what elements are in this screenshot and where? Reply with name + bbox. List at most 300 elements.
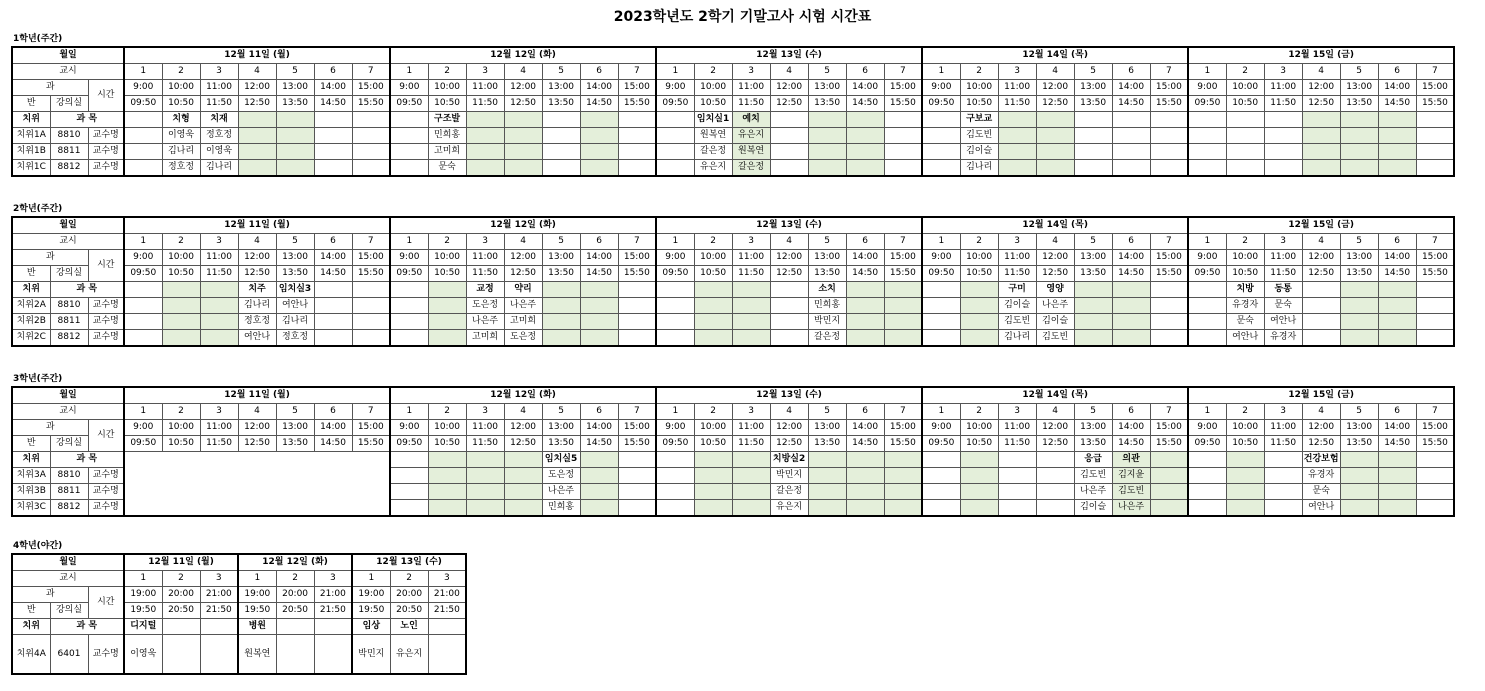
instructor-cell — [124, 298, 162, 314]
start-time: 12:00 — [1302, 420, 1340, 436]
instructor-cell: 유은지 — [390, 635, 428, 675]
period-label: 교시 — [12, 234, 124, 250]
subject-cell: 디지털 — [124, 619, 162, 635]
start-time: 15:00 — [1416, 250, 1454, 266]
period-number: 5 — [542, 404, 580, 420]
instructor-cell: 이영욱 — [124, 635, 162, 675]
subject-cell — [1150, 282, 1188, 298]
class-room: 8812 — [50, 330, 88, 347]
instructor-cell — [656, 128, 694, 144]
period-number: 2 — [694, 64, 732, 80]
end-time: 15:50 — [884, 96, 922, 112]
instructor-cell — [846, 330, 884, 347]
end-time: 15:50 — [1416, 266, 1454, 282]
instructor-cell — [162, 330, 200, 347]
period-number: 2 — [162, 571, 200, 587]
subject-cell — [504, 112, 542, 128]
subject-cell — [922, 452, 960, 468]
end-time: 10:50 — [960, 96, 998, 112]
start-time: 11:00 — [998, 420, 1036, 436]
instructor-cell — [694, 468, 732, 484]
subject-row — [12, 282, 1454, 298]
instructor-cell — [390, 314, 428, 330]
period-number: 2 — [162, 404, 200, 420]
start-time: 12:00 — [1302, 80, 1340, 96]
instructor-cell: 나은주 — [1112, 500, 1150, 517]
period-number: 4 — [504, 234, 542, 250]
subject-cell — [1036, 452, 1074, 468]
day-header: 12월 11일 (월) — [124, 387, 390, 404]
instructor-cell — [1150, 484, 1188, 500]
instructor-cell — [238, 144, 276, 160]
end-time: 12:50 — [504, 436, 542, 452]
time-label: 시간 — [88, 420, 124, 452]
subject-cell: 임치실1 — [694, 112, 732, 128]
class-name: 치위1B — [12, 144, 50, 160]
end-time: 11:50 — [1264, 266, 1302, 282]
instructor-cell: 김도빈 — [1074, 468, 1112, 484]
start-time: 9:00 — [656, 250, 694, 266]
period-number: 3 — [998, 234, 1036, 250]
instructor-cell — [542, 160, 580, 177]
instructor-cell — [1302, 128, 1340, 144]
instructor-cell — [466, 144, 504, 160]
end-time: 13:50 — [276, 266, 314, 282]
instructor-cell: 김이슬 — [960, 144, 998, 160]
subject-cell — [466, 452, 504, 468]
instructor-cell — [1150, 160, 1188, 177]
instructor-cell: 문숙 — [428, 160, 466, 177]
period-number: 7 — [618, 404, 656, 420]
period-number: 7 — [352, 64, 390, 80]
subject-cell: 치주 — [238, 282, 276, 298]
subject-cell — [1302, 282, 1340, 298]
instructor-cell — [846, 144, 884, 160]
instructor-cell — [1112, 160, 1150, 177]
end-time: 20:50 — [276, 603, 314, 619]
subject-cell — [238, 112, 276, 128]
class-room: 8811 — [50, 314, 88, 330]
instructor-cell — [466, 468, 504, 484]
instructor-cell — [1416, 144, 1454, 160]
instructor-cell — [1264, 484, 1302, 500]
instructor-cell — [1416, 128, 1454, 144]
start-time: 12:00 — [504, 250, 542, 266]
end-time: 12:50 — [770, 436, 808, 452]
end-time: 13:50 — [808, 436, 846, 452]
instructor-cell — [1226, 484, 1264, 500]
instructor-cell: 여안나 — [1264, 314, 1302, 330]
period-number: 4 — [1036, 64, 1074, 80]
class-row — [12, 314, 1454, 330]
instructor-cell: 갈은정 — [770, 484, 808, 500]
instructor-cell — [1188, 330, 1226, 347]
period-number: 2 — [694, 404, 732, 420]
instructor-cell: 김나리 — [276, 314, 314, 330]
instructor-label: 교수명 — [88, 160, 124, 177]
period-number: 1 — [1188, 234, 1226, 250]
instructor-cell — [1226, 144, 1264, 160]
instructor-cell — [1302, 330, 1340, 347]
instructor-cell — [884, 144, 922, 160]
end-time: 14:50 — [846, 436, 884, 452]
end-time: 10:50 — [162, 436, 200, 452]
start-time: 9:00 — [656, 420, 694, 436]
instructor-cell: 정호정 — [238, 314, 276, 330]
subject-cell — [618, 282, 656, 298]
start-time: 11:00 — [732, 250, 770, 266]
instructor-cell — [580, 484, 618, 500]
start-time: 12:00 — [1036, 250, 1074, 266]
section-label: 2학년(주간) — [13, 204, 63, 214]
subject-cell — [428, 619, 466, 635]
period-number: 3 — [200, 64, 238, 80]
instructor-cell — [922, 468, 960, 484]
end-time: 10:50 — [428, 436, 466, 452]
instructor-cell — [1074, 160, 1112, 177]
end-time: 21:50 — [428, 603, 466, 619]
instructor-cell — [1378, 484, 1416, 500]
instructor-cell: 민희홍 — [428, 128, 466, 144]
instructor-cell — [580, 330, 618, 347]
instructor-cell — [960, 484, 998, 500]
end-time: 11:50 — [200, 266, 238, 282]
end-time: 12:50 — [1036, 266, 1074, 282]
start-time: 12:00 — [238, 80, 276, 96]
end-time: 15:50 — [1150, 436, 1188, 452]
class-room: 8811 — [50, 484, 88, 500]
time-label: 시간 — [88, 80, 124, 112]
class-name: 치위1C — [12, 160, 50, 177]
subject-cell: 구보교 — [960, 112, 998, 128]
start-time: 9:00 — [124, 80, 162, 96]
subject-cell — [1036, 112, 1074, 128]
start-time: 11:00 — [200, 80, 238, 96]
instructor-cell — [618, 468, 656, 484]
instructor-cell — [922, 160, 960, 177]
header-row-days — [12, 47, 1454, 64]
start-time: 15:00 — [352, 420, 390, 436]
start-time: 19:00 — [238, 587, 276, 603]
period-number: 3 — [200, 404, 238, 420]
end-time: 15:50 — [1150, 96, 1188, 112]
end-time: 09:50 — [1188, 436, 1226, 452]
instructor-cell — [1150, 298, 1188, 314]
end-time: 14:50 — [580, 266, 618, 282]
instructor-cell — [770, 298, 808, 314]
instructor-cell: 민희홍 — [542, 500, 580, 517]
period-number: 4 — [238, 404, 276, 420]
period-number: 2 — [428, 404, 466, 420]
instructor-cell — [428, 468, 466, 484]
start-time: 12:00 — [770, 80, 808, 96]
instructor-cell: 갈은정 — [732, 160, 770, 177]
start-time: 10:00 — [694, 420, 732, 436]
period-number: 3 — [466, 234, 504, 250]
period-number: 5 — [276, 234, 314, 250]
class-name: 치위2C — [12, 330, 50, 347]
subject-row — [12, 619, 466, 635]
period-number: 2 — [960, 404, 998, 420]
end-time: 12:50 — [1302, 96, 1340, 112]
instructor-cell: 박민지 — [352, 635, 390, 675]
instructor-cell — [1036, 144, 1074, 160]
instructor-cell — [846, 468, 884, 484]
subject-cell — [200, 619, 238, 635]
period-number: 1 — [390, 234, 428, 250]
start-time: 9:00 — [1188, 420, 1226, 436]
end-time: 13:50 — [1340, 266, 1378, 282]
instructor-cell — [922, 500, 960, 517]
section-label: 1학년(주간) — [13, 34, 63, 44]
instructor-cell — [922, 144, 960, 160]
period-number: 5 — [1340, 234, 1378, 250]
end-time: 11:50 — [732, 96, 770, 112]
subject-cell — [656, 112, 694, 128]
subject-cell — [1188, 112, 1226, 128]
period-number: 1 — [922, 404, 960, 420]
start-time: 11:00 — [998, 250, 1036, 266]
start-time: 15:00 — [618, 250, 656, 266]
instructor-cell — [1302, 160, 1340, 177]
subject-cell — [998, 452, 1036, 468]
instructor-cell — [694, 484, 732, 500]
subject-cell — [504, 452, 542, 468]
subject-cell: 치방실2 — [770, 452, 808, 468]
instructor-cell: 도은정 — [542, 468, 580, 484]
time-label: 시간 — [88, 250, 124, 282]
subject-cell: 병원 — [238, 619, 276, 635]
instructor-cell: 박민지 — [770, 468, 808, 484]
instructor-cell — [1416, 298, 1454, 314]
end-time: 14:50 — [1378, 436, 1416, 452]
period-number: 5 — [1074, 64, 1112, 80]
start-time: 10:00 — [694, 250, 732, 266]
subject-cell: 노인 — [390, 619, 428, 635]
instructor-cell: 김나리 — [162, 144, 200, 160]
start-time: 14:00 — [846, 420, 884, 436]
instructor-cell — [200, 635, 238, 675]
start-time: 10:00 — [960, 420, 998, 436]
subject-cell: 교정 — [466, 282, 504, 298]
instructor-cell: 유은지 — [770, 500, 808, 517]
period-label: 교시 — [12, 404, 124, 420]
period-number: 4 — [1036, 234, 1074, 250]
instructor-cell — [998, 160, 1036, 177]
start-time: 15:00 — [884, 80, 922, 96]
instructor-cell — [1340, 468, 1378, 484]
instructor-cell: 고미희 — [504, 314, 542, 330]
start-time: 13:00 — [542, 250, 580, 266]
subject-cell — [390, 452, 428, 468]
end-time: 09:50 — [922, 96, 960, 112]
end-time: 14:50 — [580, 436, 618, 452]
day-header: 12월 14일 (목) — [922, 47, 1188, 64]
instructor-cell — [1416, 484, 1454, 500]
subject-cell — [694, 282, 732, 298]
subject-cell — [1416, 112, 1454, 128]
subject-cell — [960, 282, 998, 298]
period-number: 1 — [922, 234, 960, 250]
start-time: 11:00 — [466, 420, 504, 436]
instructor-cell: 문숙 — [1302, 484, 1340, 500]
start-time: 13:00 — [276, 250, 314, 266]
start-time: 15:00 — [1150, 80, 1188, 96]
subject-cell: 임치실3 — [276, 282, 314, 298]
period-number: 1 — [656, 234, 694, 250]
class-room: 8810 — [50, 468, 88, 484]
period-label: 교시 — [12, 64, 124, 80]
period-number: 7 — [618, 64, 656, 80]
end-time: 15:50 — [1416, 96, 1454, 112]
section-label: 3학년(주간) — [13, 374, 63, 384]
class-room: 8810 — [50, 298, 88, 314]
start-time: 11:00 — [1264, 80, 1302, 96]
period-number: 5 — [808, 234, 846, 250]
end-time: 09:50 — [656, 266, 694, 282]
instructor-cell: 여안나 — [1302, 500, 1340, 517]
instructor-cell — [1112, 298, 1150, 314]
instructor-cell — [998, 468, 1036, 484]
instructor-cell — [580, 298, 618, 314]
period-number: 4 — [504, 64, 542, 80]
end-time: 14:50 — [846, 266, 884, 282]
end-time: 15:50 — [352, 266, 390, 282]
instructor-cell — [884, 500, 922, 517]
instructor-cell — [922, 314, 960, 330]
end-time: 09:50 — [656, 436, 694, 452]
instructor-cell — [1416, 468, 1454, 484]
end-time: 13:50 — [1074, 96, 1112, 112]
start-time: 15:00 — [884, 420, 922, 436]
subject-cell — [580, 112, 618, 128]
instructor-cell — [504, 128, 542, 144]
start-time: 10:00 — [162, 80, 200, 96]
instructor-cell — [732, 330, 770, 347]
period-number: 7 — [884, 404, 922, 420]
end-time: 14:50 — [1112, 96, 1150, 112]
section-grade-4 — [11, 540, 467, 675]
instructor-cell — [808, 160, 846, 177]
instructor-cell: 이영욱 — [200, 144, 238, 160]
class-row — [12, 635, 466, 675]
header-row-days — [12, 554, 466, 571]
instructor-cell — [504, 500, 542, 517]
period-number: 1 — [922, 64, 960, 80]
period-number: 3 — [428, 571, 466, 587]
subject-cell — [960, 452, 998, 468]
subject-cell: 약리 — [504, 282, 542, 298]
period-number: 2 — [428, 234, 466, 250]
start-time: 14:00 — [1378, 420, 1416, 436]
start-time: 15:00 — [1416, 80, 1454, 96]
page-title: 2023학년도 2학기 기말고사 시험 시간표 — [613, 9, 872, 25]
day-header: 12월 13일 (수) — [656, 387, 922, 404]
header-row-end — [12, 603, 466, 619]
instructor-cell — [390, 160, 428, 177]
period-number: 3 — [1264, 234, 1302, 250]
instructor-cell: 김이슬 — [1036, 314, 1074, 330]
instructor-cell: 나은주 — [542, 484, 580, 500]
instructor-label: 교수명 — [88, 314, 124, 330]
end-time: 11:50 — [466, 436, 504, 452]
instructor-cell — [276, 144, 314, 160]
start-time: 15:00 — [618, 80, 656, 96]
col-dept-label: 치위 — [12, 452, 50, 468]
end-time: 10:50 — [1226, 436, 1264, 452]
end-time: 10:50 — [428, 96, 466, 112]
subject-cell — [428, 282, 466, 298]
subject-cell — [884, 452, 922, 468]
col-dept-label: 치위 — [12, 282, 50, 298]
instructor-cell — [998, 500, 1036, 517]
start-time: 19:00 — [124, 587, 162, 603]
instructor-cell — [694, 314, 732, 330]
instructor-cell — [1036, 128, 1074, 144]
subject-cell — [1302, 112, 1340, 128]
instructor-cell — [580, 144, 618, 160]
instructor-label: 교수명 — [88, 484, 124, 500]
day-header: 12월 13일 (수) — [656, 47, 922, 64]
subject-cell — [1416, 282, 1454, 298]
end-time: 09:50 — [390, 96, 428, 112]
header-row-start — [12, 420, 1454, 436]
subject-cell: 구미 — [998, 282, 1036, 298]
subject-cell — [656, 282, 694, 298]
instructor-cell: 김나리 — [998, 330, 1036, 347]
class-room: 8811 — [50, 144, 88, 160]
subject-cell — [276, 619, 314, 635]
instructor-cell — [390, 468, 428, 484]
subject-row — [12, 452, 1454, 468]
instructor-cell — [1340, 314, 1378, 330]
instructor-cell — [466, 500, 504, 517]
start-time: 11:00 — [466, 80, 504, 96]
end-time: 10:50 — [960, 436, 998, 452]
period-number: 5 — [808, 404, 846, 420]
instructor-cell — [884, 314, 922, 330]
day-header: 12월 12일 (화) — [238, 554, 352, 571]
start-time: 10:00 — [162, 250, 200, 266]
subject-cell — [352, 282, 390, 298]
day-header: 12월 12일 (화) — [390, 217, 656, 234]
header-row-end — [12, 266, 1454, 282]
instructor-cell — [428, 298, 466, 314]
instructor-cell — [162, 314, 200, 330]
subject-cell — [1378, 282, 1416, 298]
instructor-label: 교수명 — [88, 144, 124, 160]
instructor-cell — [846, 298, 884, 314]
instructor-cell — [466, 128, 504, 144]
instructor-cell — [1302, 298, 1340, 314]
class-row — [12, 144, 1454, 160]
instructor-cell — [1112, 330, 1150, 347]
start-time: 13:00 — [1340, 420, 1378, 436]
instructor-cell — [656, 298, 694, 314]
period-number: 6 — [314, 234, 352, 250]
end-time: 12:50 — [504, 266, 542, 282]
instructor-cell — [200, 314, 238, 330]
period-number: 5 — [1340, 404, 1378, 420]
end-time: 14:50 — [1112, 266, 1150, 282]
period-number: 6 — [314, 64, 352, 80]
day-header: 12월 11일 (월) — [124, 554, 238, 571]
period-number: 4 — [770, 64, 808, 80]
instructor-cell — [884, 468, 922, 484]
time-label: 시간 — [88, 587, 124, 619]
instructor-cell — [656, 484, 694, 500]
instructor-cell — [1264, 144, 1302, 160]
